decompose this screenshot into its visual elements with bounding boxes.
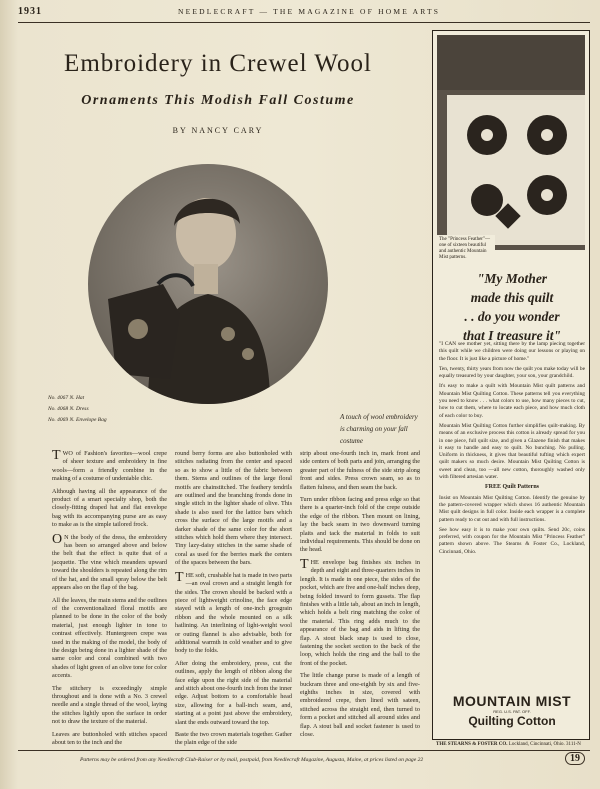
paragraph: TWO of Fashion's favorites—wool crepe of sheer texture and embroidery in fine wools—form a friendly combine in the making of a costume of undeniable chic. (52, 448, 167, 483)
paragraph: After doing the embroidery, press, cut the outlines, apply the length of ribbon along the face edge upon the right side of the material and stitch about one-fourth inch from the inner edge. Adjust bottom to a comfortable head size, allowing for a ball-inch seam, and, starting at a point just above the embroidery, slant the ends outward toward the top. (175, 659, 292, 726)
paragraph: THE envelope bag finishes six inches in depth and eight and three-quarters inches in length. It is made in one piece, the sides of the pocket, which are five and one-half inches deep, being folded inward to form gussets. The flap finishes with a little tab, about an inch in length, which holds a belt ring matching the color of the material. This ring adds much to the appearance of the bag and aids in lifting the flap. A stout black snap is used to close, fastening the socket section to the back of the loop, which holds the ring and the ball to the front of the pocket. (300, 556, 420, 667)
headline-line: . . do you wonder (464, 309, 560, 324)
brand-trademark: REG. U.S. PAT. OFF. (493, 709, 531, 714)
paragraph: Ten, twenty, thirty years from now the quilt you make today will be equally treasured by your daughter, your son, your grandchild. (439, 365, 585, 380)
quilt-photo (437, 35, 585, 250)
header-page-number: 1931 (18, 6, 42, 17)
ad-body-copy (439, 341, 585, 559)
paragraph: The stitchery is exceedingly simple throughout and is done with a No. 3 crewel needle and a single thread of the wool, laying the stitches lightly upon the surface in order not to draw the texture of the material. (52, 684, 167, 726)
paragraph: "I CAN see mother yet, sitting there by the lamp piecing together this quilt while we children were doing our lessons or playing on the floor. It is just like a picture of home." (439, 341, 585, 362)
paragraph: Leaves are buttonholed with stitches spaced about ten to the inch and the (52, 730, 167, 746)
paragraph: Mountain Mist Quilting Cotton further simplifies quilt-making. By means of an exclusive process this cotton is already spread for you in one piece, full quilt size, and given a Glazene finish that makes it easy to handle and easy to quilt. No bunching. No pulling. Uniform in thickness, it gives that beautiful tufting which expert quilt makers so much desire. Mountain Mist Quilting Cotton is sweet and clean, too —all new cotton, thoroughly washed only with filtered artesian water. (439, 422, 585, 481)
credit-hat: No. 4067 N. Hat (48, 395, 85, 401)
brand-product: Quilting Cotton (468, 714, 556, 728)
article-column-2 (175, 450, 292, 752)
paragraph: Although having all the appearance of the product of a smart specialty shop, both the closely-fitting draped hat and flat envelope bag with its accompanying purse are as easy to make as is the simple tailored frock. (52, 487, 167, 529)
costume-photo (88, 164, 328, 404)
coupon-company: THE STEARNS & FOSTER CO. Lockland, Cincinnati, Ohio. 3111-N (436, 742, 581, 747)
article-subtitle: Ornaments This Modish Fall Costume (81, 93, 355, 108)
woman-figure-illustration (88, 164, 328, 404)
brand-logo (439, 693, 585, 728)
footer-note: Patterns may be ordered from any Needlecraft Club-Raiser or by mail, postpaid, from Needlecraft Magazine, Augusta, Maine, at prices listed on page 22 (80, 757, 424, 763)
paragraph: round berry forms are also buttonholed with stitches radiating from the center and spaced so as to show a little of the fabric between them. Stems and outlines of the large floral motifs are chainstitched. The feathery tendrils are outlined and the branching fronds done in single stitch in the lighter shade of olive. This shade is also used for the lattice bars which cross the surface of the large motifs and a darker shade of the same color for the short stitches which hold them where they intersect. Tiny lazy-daisy stitches in the same shade of coral as used for the berries mark the centers of the spaces between the bars. (175, 450, 292, 567)
credit-bag: No. 4069 N. Envelope Bag (48, 417, 107, 423)
paragraph: Insist on Mountain Mist Quilting Cotton. Identify the genuine by the pattern-covered wrapper which shows 16 authentic Mountain Mist quilt designs in full color. Inside each wrapper is a complete pattern ready to cut out and with full instructions. (439, 494, 585, 523)
ad-headline (439, 269, 585, 345)
paragraph: Turn under ribbon facing and press edge so that there is a quarter-inch fold of the crepe outside the edge of the ribbon. Then mount on lining, lay the back seam in two downward turning plaits and tack the material in folds to suit individual requirements. This should be done on the head. (300, 496, 420, 554)
header-magazine-name: NEEDLECRAFT — THE MAGAZINE OF HOME ARTS (178, 7, 441, 16)
brand-name: MOUNTAIN MIST (452, 693, 572, 709)
article-title: Embroidery in Crewel Wool (64, 50, 372, 77)
article-byline: BY NANCY CARY (172, 126, 264, 135)
ad-subhead: FREE Quilt Patterns (485, 484, 539, 491)
paragraph: strip about one-fourth inch in, mark front and side centers of both parts and join, arranging the greater part of the fulness of the side strip along front and sides. Press crown seam, so as to flatten fulness, and then seam the back. (300, 450, 420, 491)
pattern-credits (48, 393, 107, 426)
quilt-pattern-illustration (437, 35, 585, 250)
paragraph: The little change purse is made of a length of buckram three and one-eighth by six and five-eighths inches in size, covered with embroidered crepe, then lined with sateen, stitched across the straight end, then turned to form a pocket and stitched all around sides and flap. A stout ball and socket fastener is used to close. (300, 672, 420, 738)
headline-line: that I treasure it" (463, 328, 561, 343)
footer-rule (18, 750, 590, 751)
paragraph: Baste the two crown materials together. Gather the plain edge of the side (175, 731, 292, 747)
headline-line: made this quilt (470, 290, 554, 305)
paragraph: ON the body of the dress, the embroidery has been so arranged above and below the belt that the effect is quite that of a jacquette. The vine which meanders upward toward the shoulders is repeated along the rim of the hat, and the small spray below the belt appears also on the flap of the bag. (52, 531, 167, 592)
header-rule (18, 22, 590, 23)
credit-dress: No. 4068 N. Dress (48, 406, 89, 412)
article-column-1 (52, 450, 167, 751)
headline-line: "My Mother (476, 271, 548, 286)
mountain-mist-advertisement (432, 30, 590, 740)
paragraph: It's easy to make a quilt with Mountain Mist quilt patterns and Mountain Mist Quilting Cotton. These patterns tell you everything you need to know . . . what colors to use, how many pieces to cut, how to cut them, where to locate each piece, and how much cloth of each color to buy. (439, 383, 585, 419)
paragraph: All the leaves, the main stems and the outlines of the conventionalized floral motifs are planned to be done in the color of the body material, just enough lighter in tone to contrast effectively. Huntergreen crepe was used in the making of the model, the body of the design being done in a lighter shade of the same color and coral combined with two shades of light green of an olive tone for color accents. (52, 596, 167, 680)
order-coupon (436, 742, 586, 749)
footer-page-number: 19 (565, 752, 585, 765)
running-header (18, 6, 590, 22)
quilt-caption: The "Princess Feather"—one of sixteen beautiful and authentic Mountain Mist patterns. (437, 235, 495, 263)
paragraph: THE soft, crushable hat is made in two parts—an oval crown and a straight length for the sides. The crown should be backed with a piece of lightweight crinoline, the face edge stayed with a length of one-inch grosgrain ribbon and the whole mounted on a silk hatlining. An interlining of light-weight wool or outing flannel is also advisable, both for additional warmth in cold weather and to give body to the folds. (175, 569, 292, 655)
photo-caption: A touch of wool embroidery is charming on your fall costume (340, 413, 418, 445)
paragraph: See how easy it is to make your own quilts. Send 20c, coins preferred, with coupon for the Mountain Mist "Princess Feather" pattern shown above. The Stearns & Foster Co., Lockland, Cincinnati, Ohio. (439, 526, 585, 555)
article-column-3 (300, 450, 420, 743)
